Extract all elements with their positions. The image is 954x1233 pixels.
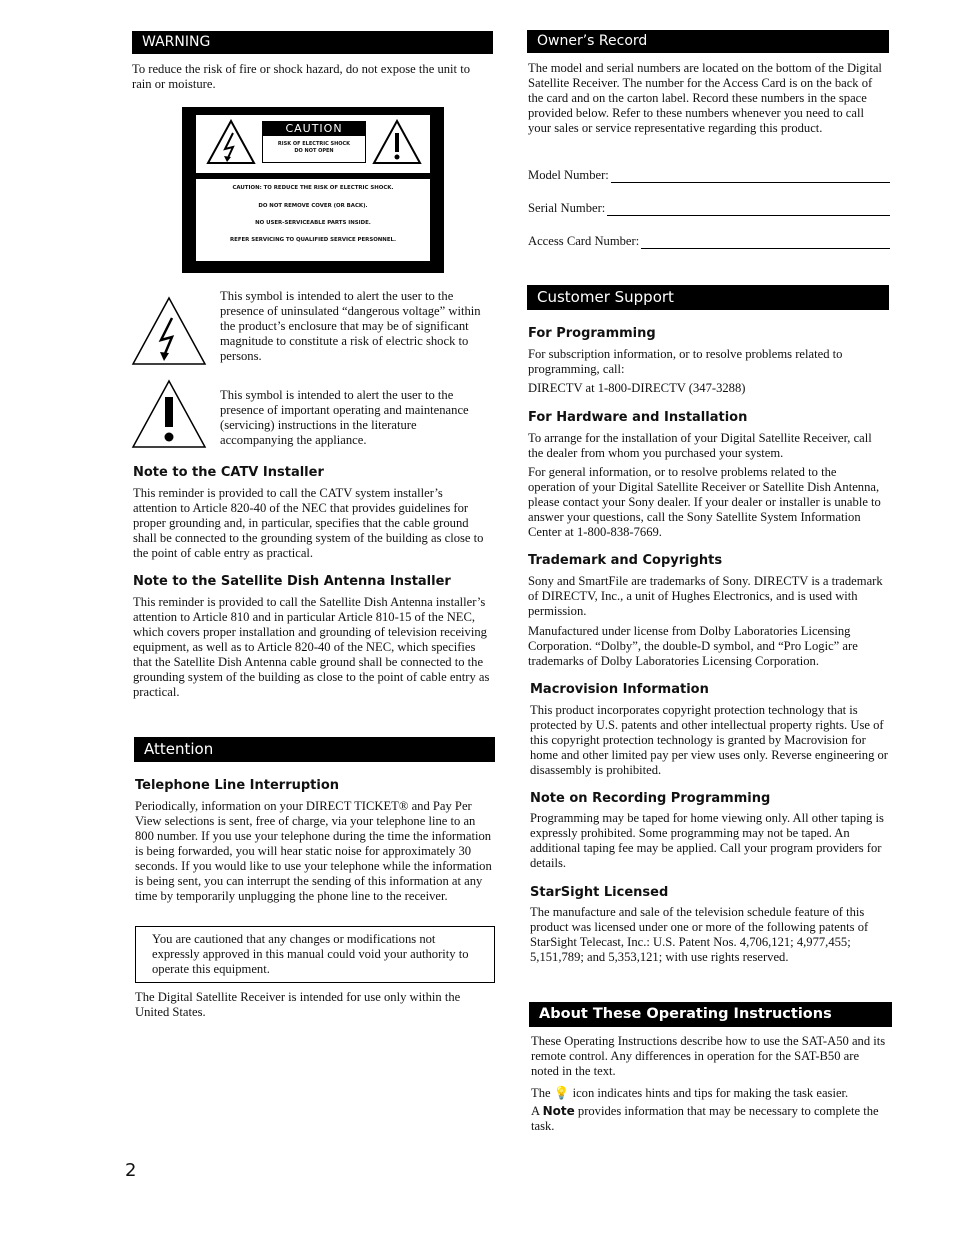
- macrovision-text: This product incorporates copyright protection technology that is protected by U.S. patents and other intellectual property rights. Use of this copyright protection technology is granted by Macrovision for home and other limited pay per view uses only. Reverse engineering or disassembly is prohibited.: [530, 703, 888, 777]
- lightning-warning-icon: [206, 119, 256, 165]
- tip-text: The 💡 icon indicates hints and tips for making the task easier.: [531, 1085, 849, 1100]
- modification-notice-box: [135, 926, 495, 983]
- caution-line: DO NOT REMOVE COVER (OR BACK).: [258, 203, 368, 209]
- about-text: These Operating Instructions describe how to use the SAT-A50 and its remote control. Any differences in operation for the SAT-B50 are noted in the text.: [531, 1034, 886, 1078]
- trademark-text-1: Sony and SmartFile are trademarks of Sony. DIRECTV is a trademark of DIRECTV, Inc., a unit of Hughes Electronics, and is used with permission.: [528, 574, 883, 618]
- telephone-heading: Telephone Line Interruption: [135, 778, 340, 793]
- warning-heading: WARNING: [132, 31, 493, 54]
- access-card-number-field[interactable]: [528, 234, 890, 249]
- programming-heading: For Programming: [528, 326, 656, 341]
- hardware-text-2: For general information, or to resolve problems related to the operation of your Digital Satellite Receiver or Satellite Dish Antenna, please contact your Sony dealer. If your dealer or installer is unable to answer your questions, call the Sony Satellite System Information Center at 1-800-838-7669.: [528, 465, 881, 539]
- catv-text: This reminder is provided to call the CATV system installer’s attention to Article 820-40 of the NEC that provides guidelines for proper grounding and, in particular, specifies that the cable ground shall be connected to the grounding system of the building as close to the point of cable entry as practical.: [133, 486, 484, 560]
- owners-record-heading: Owner’s Record: [527, 30, 889, 53]
- access-card-number-label: Access Card Number:: [528, 234, 640, 248]
- programming-text: For subscription information, or to resolve problems related to programming, call:: [528, 347, 843, 376]
- exclamation-symbol-text: This symbol is intended to alert the user to the presence of important operating and maintenance (servicing) instructions in the literature accompanying the appliance.: [220, 388, 469, 447]
- exclamation-warning-icon: [372, 119, 422, 165]
- starsight-heading: StarSight Licensed: [530, 885, 669, 900]
- recording-heading: Note on Recording Programming: [530, 791, 771, 806]
- model-number-label: Model Number:: [528, 168, 609, 182]
- modification-notice-text: You are cautioned that any changes or modifications not expressly approved in this manual could void your authority to operate this equipment.: [152, 932, 469, 976]
- tip-bulb-icon: 💡: [553, 1085, 570, 1100]
- serial-number-label: Serial Number:: [528, 201, 606, 215]
- telephone-text: Periodically, information on your DIRECT TICKET® and Pay Per View selections is sent, free of charge, via your telephone line to an 800 number. If you use your telephone during the time the information is being forwarded, you will hear static noise for approximately 30 seconds. If you would like to use your telephone while the information is being sent, you can interrupt the sending of this information at any time by temporarily unplugging the phone line to the receiver.: [135, 799, 492, 903]
- satellite-installer-heading: Note to the Satellite Dish Antenna Installer: [133, 574, 451, 589]
- about-instructions-heading: About These Operating Instructions: [529, 1002, 892, 1027]
- satellite-installer-text: This reminder is provided to call the Satellite Dish Antenna installer’s attention to Article 810 and in particular Article 810-15 of the NEC, which covers proper installation and grounding of television receiving equipment, as well as to Article 820-40 of the NEC, which specifies that the Satellite Dish Antenna cable ground shall be connected to the grounding system of the building as close to the point of cable entry as practical.: [133, 595, 490, 699]
- exclamation-warning-icon: [131, 379, 207, 449]
- hardware-text-1: To arrange for the installation of your Digital Satellite Receiver, call the dealer from whom you purchased your system.: [528, 431, 872, 460]
- starsight-text: The manufacture and sale of the television schedule feature of this product was licensed under one or more of the following patents of StarSight Telecast, Inc.: U.S. Patent Nos. 4,706,121; 4,977,455; 5,151,789; and 5,353,121; with use rights reserved.: [530, 905, 869, 964]
- owners-record-text: The model and serial numbers are located on the bottom of the Digital Satellite Receiver. The number for the Access Card is on the back of the card and on the carton label. Record these numbers in the space provided below. Refer to these numbers whenever you need to call your sales or service representative regarding this product.: [528, 61, 882, 135]
- usage-notice: The Digital Satellite Receiver is intended for use only within the United States.: [135, 990, 461, 1019]
- customer-support-heading: Customer Support: [527, 285, 889, 310]
- caution-label-panel: [182, 107, 444, 273]
- recording-text: Programming may be taped for home viewing only. All other taping is expressly prohibited. Some programming may not be taped. An additional taping fee may be applied. Call your program providers for details.: [530, 811, 884, 870]
- trademark-heading: Trademark and Copyrights: [528, 553, 723, 568]
- attention-heading: Attention: [134, 737, 495, 762]
- caution-line: CAUTION: TO REDUCE THE RISK OF ELECTRIC SHOCK.: [232, 185, 394, 191]
- voltage-symbol-text: This symbol is intended to alert the user to the presence of uninsulated “dangerous voltage” within the product’s enclosure that may be of significant magnitude to constitute a risk of electric shock to persons.: [220, 289, 481, 363]
- caution-line: NO USER-SERVICEABLE PARTS INSIDE.: [255, 220, 371, 226]
- warning-intro: To reduce the risk of fire or shock hazard, do not expose the unit to rain or moisture.: [132, 62, 470, 91]
- macrovision-heading: Macrovision Information: [530, 682, 709, 697]
- note-text: A Note provides information that may be necessary to complete the task.: [531, 1104, 879, 1133]
- hardware-heading: For Hardware and Installation: [528, 410, 748, 425]
- trademark-text-2: Manufactured under license from Dolby Laboratories Licensing Corporation. “Dolby”, the double-D symbol, and “Pro Logic” are trademarks of Dolby Laboratories Licensing Corporation.: [528, 624, 858, 668]
- catv-heading: Note to the CATV Installer: [133, 465, 324, 480]
- caution-label: CAUTION RISK OF ELECTRIC SHOCK DO NOT OPEN: [262, 121, 366, 163]
- programming-phone: DIRECTV at 1-800-DIRECTV (347-3288): [528, 381, 746, 395]
- model-number-field[interactable]: [528, 168, 890, 183]
- page-number: 2: [125, 1160, 137, 1181]
- lightning-warning-icon: [131, 296, 207, 366]
- caution-line: REFER SERVICING TO QUALIFIED SERVICE PERSONNEL.: [229, 237, 396, 243]
- serial-number-field[interactable]: [528, 201, 890, 216]
